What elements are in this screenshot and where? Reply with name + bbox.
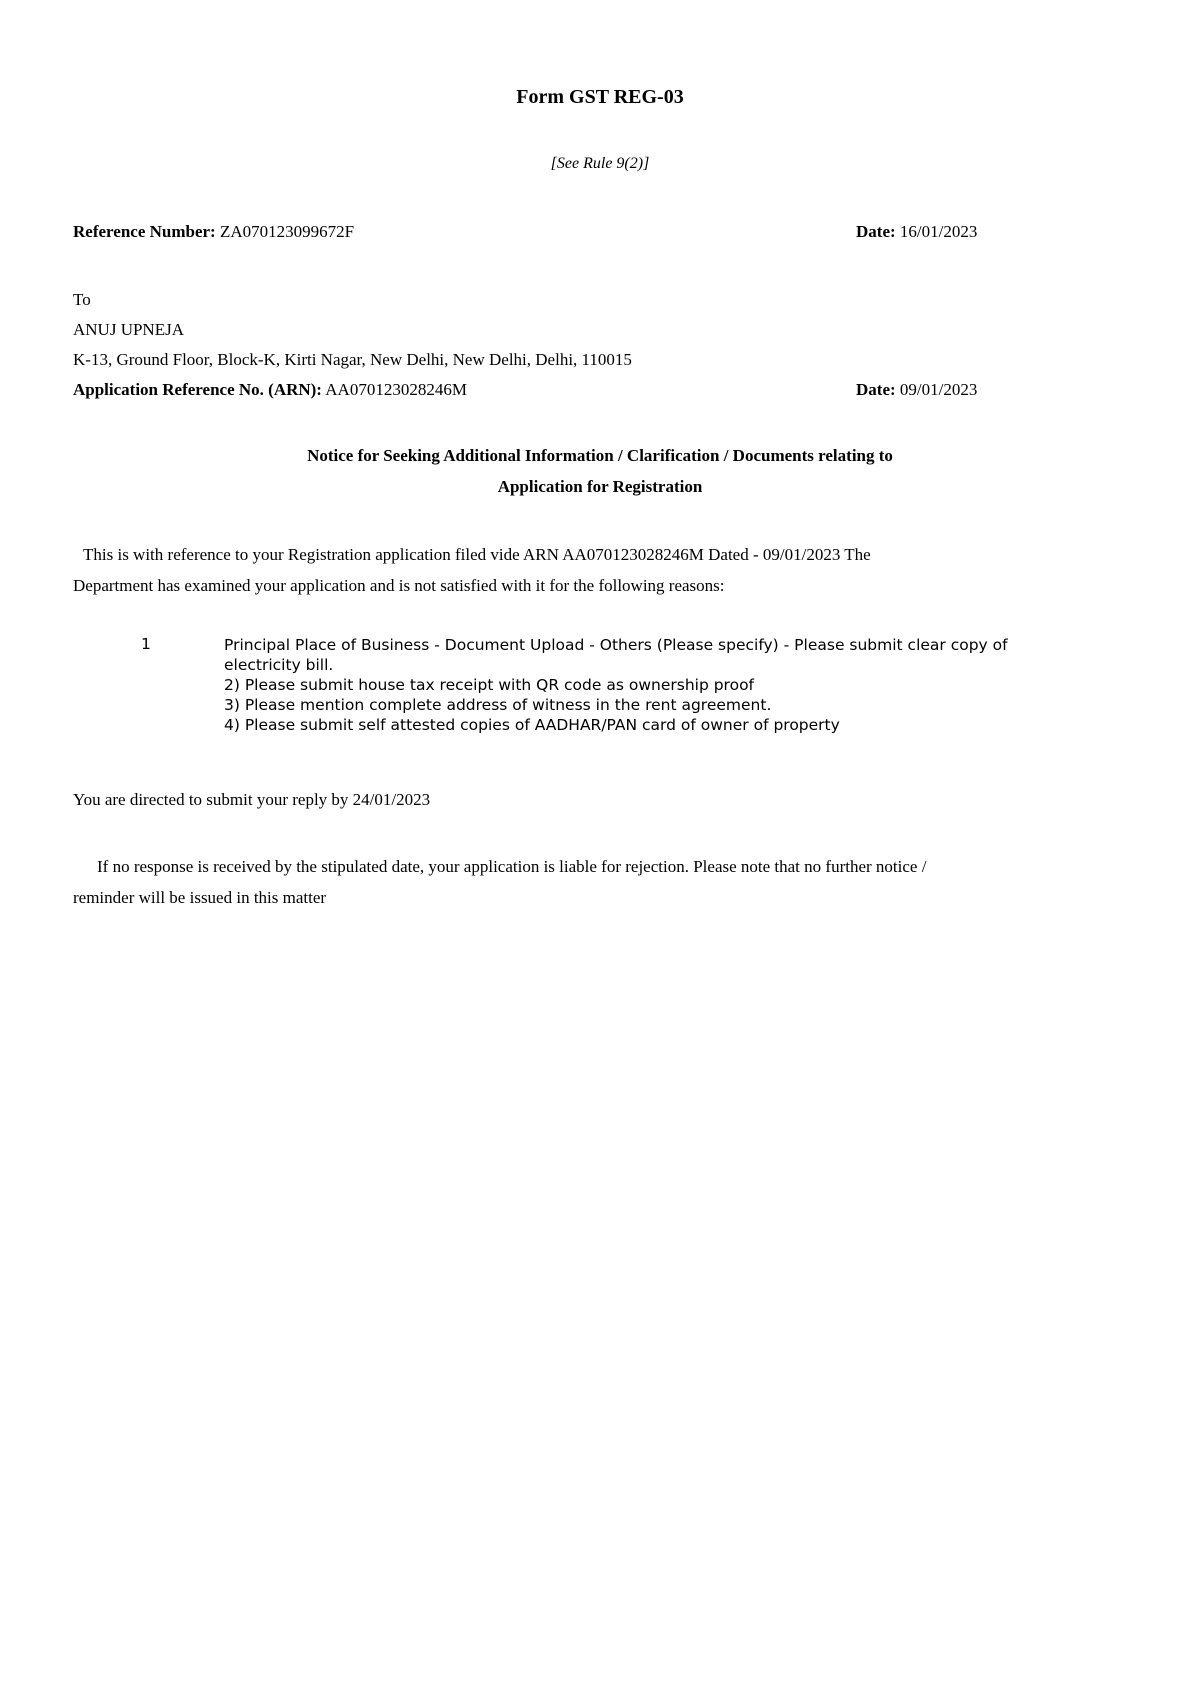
reference-number-label: Reference Number: — [73, 222, 216, 241]
intro-line1: This is with reference to your Registration application filed vide ARN AA070123028246M Dated - 09/01/2023 The — [83, 545, 871, 564]
addressee-address: K-13, Ground Floor, Block-K, Kirti Nagar, New Delhi, New Delhi, Delhi, 110015 — [73, 350, 632, 369]
arn-row — [73, 380, 467, 400]
arn-date-label: Date: — [856, 380, 896, 399]
reason-line: 2) Please submit house tax receipt with QR code as ownership proof — [224, 676, 755, 694]
rule-reference: [See Rule 9(2)] — [550, 155, 650, 172]
notice-heading-line1: Notice for Seeking Additional Information / Clarification / Documents relating to — [307, 446, 893, 465]
arn-date-row — [856, 380, 977, 400]
arn-value: AA070123028246M — [325, 380, 467, 399]
reference-date-value: 16/01/2023 — [899, 222, 978, 241]
footer-line2: reminder will be issued in this matter — [73, 888, 327, 907]
reference-date-row — [856, 222, 977, 242]
arn-date-value: 09/01/2023 — [899, 380, 978, 399]
reason-number: 1 — [141, 635, 151, 653]
reference-number-row — [73, 222, 354, 242]
notice-heading-line2: Application for Registration — [497, 477, 703, 496]
reasons-list — [224, 635, 1074, 735]
arn-label: Application Reference No. (ARN): — [73, 380, 322, 399]
reply-deadline: You are directed to submit your reply by 24/01/2023 — [73, 790, 431, 809]
addressee-name: ANUJ UPNEJA — [73, 320, 184, 339]
reason-line: 3) Please mention complete address of witness in the rent agreement. — [224, 696, 772, 714]
footer-line1: If no response is received by the stipulated date, your application is liable for rejection. Please note that no further notice / — [97, 857, 927, 876]
reference-date-label: Date: — [856, 222, 896, 241]
intro-line2: Department has examined your application and is not satisfied with it for the following reasons: — [73, 576, 725, 595]
to-label: To — [73, 290, 91, 309]
reason-line: 4) Please submit self attested copies of AADHAR/PAN card of owner of property — [224, 716, 840, 734]
reason-line: Principal Place of Business - Document Upload - Others (Please specify) - Please submit clear copy of electricity bill. — [224, 636, 1008, 674]
reference-number-value: ZA070123099672F — [219, 222, 355, 241]
form-title: Form GST REG-03 — [516, 86, 684, 108]
